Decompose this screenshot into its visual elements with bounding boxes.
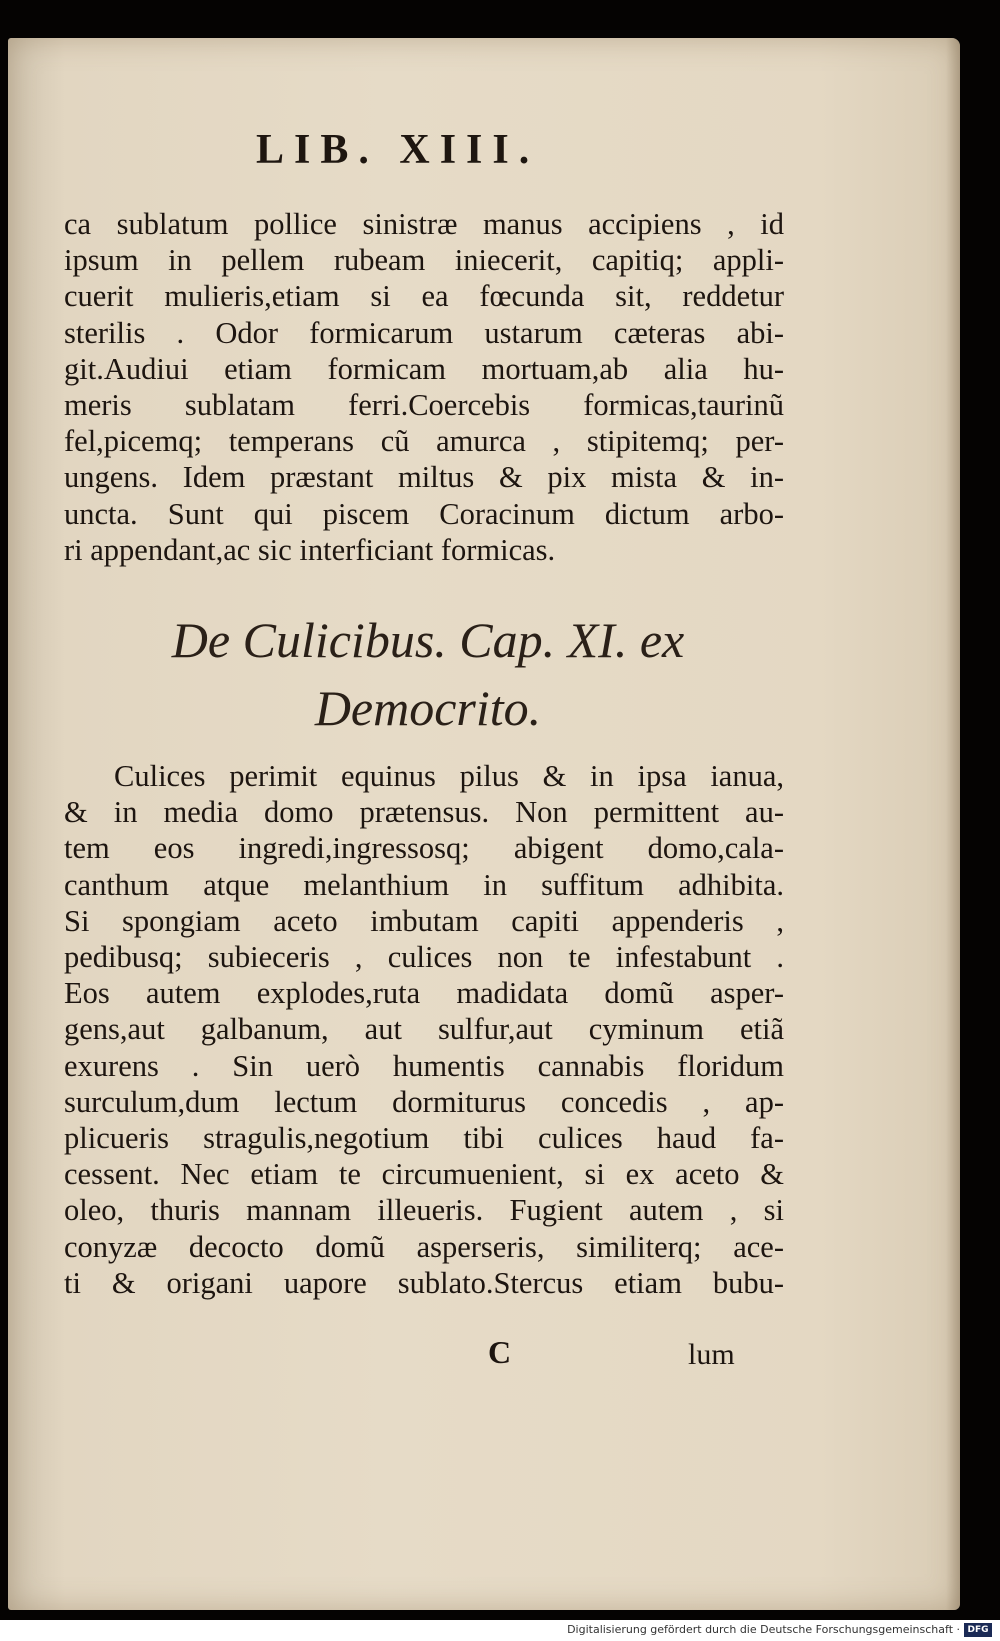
text-line: ca sublatum pollice sinistræ manus accipiens , id: [64, 207, 784, 241]
text-line: surculum,dum lectum dormiturus concedis , ap-: [64, 1084, 784, 1119]
text-line: sterilis . Odor formicarum ustarum cæteras abi-: [64, 315, 784, 350]
text-line: ungens. Idem præstant miltus & pix mista & in-: [64, 460, 784, 495]
text-line: gens,aut galbanum, aut sulfur,aut cyminum etiã: [64, 1012, 784, 1047]
text-line: conyzæ decocto domũ asperseris, similiterq; ace-: [64, 1229, 784, 1264]
running-head: LIB. XIII.: [256, 127, 540, 173]
text-line: pedibusq; subieceris , culices non te infestabunt .: [64, 940, 784, 975]
text-line: & in media domo prætensus. Non permittent au-: [64, 795, 784, 830]
chapter-heading-line: Democrito.: [314, 680, 542, 736]
text-line: Eos autem explodes,ruta madidata domũ asper-: [64, 976, 784, 1011]
text-line: oleo, thuris mannam illeueris. Fugient autem , si: [64, 1193, 784, 1228]
footer-credit: Digitalisierung gefördert durch die Deutsche Forschungsgemeinschaft ·: [567, 1623, 960, 1636]
text-line: canthum atque melanthium in suffitum adhibita.: [64, 867, 784, 902]
book-page: [8, 38, 960, 1610]
body-text-top: [64, 206, 784, 568]
body-text-bottom: [64, 758, 784, 1301]
text-line: ti & origani uapore sublato.Stercus etiam bubu-: [64, 1265, 784, 1300]
catchword: lum: [688, 1338, 735, 1371]
text-line: exurens . Sin uerò humentis cannabis floridum: [64, 1048, 784, 1083]
text-line: Si spongiam aceto imbutam capiti appenderis ,: [64, 903, 784, 938]
text-line: git.Audiui etiam formicam mortuam,ab alia hu-: [64, 351, 784, 386]
text-line: Culices perimit equinus pilus & in ipsa ianua,: [114, 759, 784, 793]
text-line: cuerit mulieris,etiam si ea fœcunda sit, reddetur: [64, 279, 784, 314]
text-line: plicueris stragulis,negotium tibi culices haud fa-: [64, 1121, 784, 1156]
chapter-heading-line: De Culicibus. Cap. XI. ex: [171, 612, 685, 668]
text-line: uncta. Sunt qui piscem Coracinum dictum arbo-: [64, 496, 784, 531]
text-line-last: ri appendant,ac sic interficiant formicas.: [64, 532, 556, 567]
text-line: ipsum in pellem rubeam iniecerit, capitiq; appli-: [64, 243, 784, 278]
page-edge-shadow: [946, 38, 960, 1610]
text-line: fel,picemq; temperans cũ amurca , stipitemq; per-: [64, 424, 784, 459]
footer-bar: [0, 1620, 1000, 1641]
chapter-heading: [118, 606, 738, 742]
text-line: meris sublatam ferri.Coercebis formicas,taurinũ: [64, 388, 784, 423]
text-line: cessent. Nec etiam te circumuenient, si ex aceto &: [64, 1157, 784, 1192]
text-line: tem eos ingredi,ingressosq; abigent domo,cala-: [64, 831, 784, 866]
dfg-logo-icon: DFG: [964, 1623, 992, 1637]
signature-mark: C: [488, 1334, 512, 1370]
